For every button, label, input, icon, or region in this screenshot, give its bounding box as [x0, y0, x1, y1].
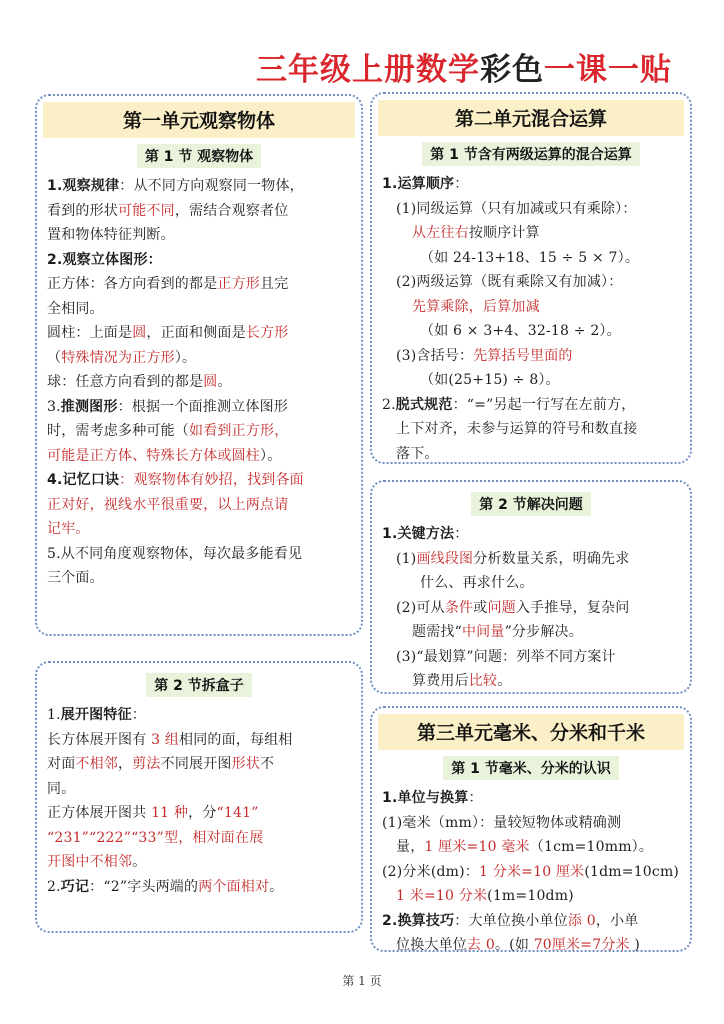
highlight-text: 问题 [487, 599, 516, 616]
body-text: (1)同级运算（只有加减或只有乘除）： [396, 200, 637, 217]
highlight-text: 记牢。 [47, 521, 90, 537]
card-body [47, 174, 351, 591]
text-line [382, 669, 680, 694]
body-text: (2)分米(dm)： [382, 863, 479, 880]
body-text: 入手推导，复杂问 [515, 599, 630, 616]
keyword-text: 1.单位与换算 [382, 790, 469, 806]
card-unit2-mixed-ops [370, 92, 692, 464]
text-line [382, 270, 680, 295]
body-text: ）。 [174, 349, 197, 366]
highlight-text: 条件 [444, 599, 474, 616]
page-title: 三年级上册数学彩色一课一贴 [256, 52, 672, 88]
highlight-text: 正方形 [217, 276, 261, 292]
text-line [47, 875, 351, 900]
body-text: 相同的面，每组相 [179, 731, 293, 748]
body-text: 1. [47, 707, 61, 723]
text-line [382, 884, 680, 909]
body-text: ： [454, 176, 469, 192]
body-text: (1dm=10cm) [584, 863, 680, 880]
highlight-text: 正对好，视线水平很重要，以上两点请 [47, 496, 289, 513]
text-line [382, 596, 680, 621]
text-line [382, 417, 680, 442]
body-text: (3)“最划算”问题：列举不同方案计 [396, 648, 616, 665]
body-text: ）。 [260, 447, 282, 464]
card-body [382, 172, 680, 466]
body-text: 什么、再求什么。 [420, 575, 534, 591]
highlight-text: 开图中不相邻 [47, 854, 133, 870]
text-line [47, 493, 351, 518]
body-text: 正方体：各方向看到的都是 [47, 276, 218, 292]
body-text: 看到的形状 [47, 202, 118, 219]
text-line [47, 444, 351, 469]
body-text: ：“=”另起一行写在左前方， [452, 396, 636, 413]
highlight-text: 1 厘米=10 毫米 [424, 839, 530, 855]
text-line [47, 272, 351, 297]
body-text: 置和物体特征判断。 [47, 227, 175, 243]
body-text: 对面 [47, 756, 76, 772]
highlight-text: 添 0 [567, 912, 596, 929]
text-line [382, 620, 680, 645]
page-number: 第 1 页 [342, 974, 382, 988]
body-text: ：“2”字头两端的 [89, 878, 199, 895]
body-text: （如 24-13+18、15 ÷ 5 × 7）。 [420, 249, 640, 266]
keyword-text: 巧记 [60, 878, 90, 895]
text-line [47, 826, 351, 851]
highlight-text: 3 组 [151, 731, 180, 748]
body-text: ，分 [188, 805, 217, 821]
text-line [47, 703, 351, 728]
text-line [47, 752, 351, 777]
text-line [47, 174, 351, 199]
body-text: 正方体展开图共 [47, 805, 152, 821]
highlight-text: 比较 [468, 673, 498, 689]
card-unit1-observe [35, 94, 363, 636]
text-line [47, 248, 351, 273]
body-text: ，需结合观察者位 [174, 202, 289, 219]
highlight-text: 画线段图 [416, 550, 474, 567]
unit-heading: 第三单元毫米、分米和千米 [378, 714, 684, 750]
text-line [47, 370, 351, 395]
text-line [47, 321, 351, 346]
body-text: 不 [260, 756, 275, 772]
body-text: 按顺序计算 [468, 225, 540, 241]
highlight-text: 可能不同 [118, 202, 175, 219]
body-text: ： [468, 790, 483, 806]
body-text: 上下对齐，未参与运算的符号和数直接 [396, 421, 638, 437]
body-text: ： [131, 707, 146, 723]
unit-heading: 第一单元观察物体 [43, 102, 355, 138]
body-text: ”分步解决。 [504, 624, 583, 640]
body-text: 长方体展开图有 [47, 731, 152, 748]
text-line [382, 909, 680, 934]
keyword-text: 推测图形 [60, 398, 118, 415]
highlight-text: 去 0 [467, 937, 495, 953]
section-heading: 第 1 节 观察物体 [137, 144, 261, 168]
card-solve-problems [370, 480, 692, 694]
highlight-text: 从左往右 [412, 225, 469, 241]
text-line [47, 395, 351, 420]
text-line [47, 223, 351, 248]
body-text: 量， [396, 839, 425, 855]
keyword-text: 2.观察立体图形： [47, 251, 162, 268]
text-line [47, 566, 351, 591]
body-text: ：大单位换小单位 [454, 912, 568, 929]
text-line [382, 319, 680, 344]
highlight-text: 中间量 [461, 624, 505, 640]
highlight-text: 两个面相对 [198, 878, 270, 895]
card-body [382, 522, 680, 694]
body-text: 5.从不同角度观察物体，每次最多能看见 [47, 545, 303, 562]
body-text: 题需找“ [412, 624, 462, 640]
highlight-text: 先算乘除，后算加减 [412, 298, 540, 315]
body-text: ) [629, 937, 641, 953]
text-line [47, 419, 351, 444]
section-heading: 第 2 节解决问题 [471, 492, 591, 516]
card-body [382, 786, 680, 958]
body-text: 时，需考虑多种可能（ [47, 423, 189, 439]
highlight-text: 可能是正方体、特殊长方体或圆柱 [47, 447, 260, 464]
body-text: 同。 [47, 780, 76, 797]
text-line [47, 517, 351, 542]
highlight-text: 不相邻 [75, 756, 119, 772]
section-heading: 第 1 节含有两级运算的混合运算 [422, 142, 640, 166]
text-line [382, 295, 680, 320]
body-text: ，正面和侧面是 [146, 325, 246, 341]
section-heading: 第 1 节毫米、分米的认识 [443, 756, 619, 780]
body-text: 。 [217, 374, 232, 390]
text-line [47, 850, 351, 875]
card-body [47, 703, 351, 899]
highlight-text: 形状 [231, 756, 261, 772]
text-line [382, 547, 680, 572]
body-text: ：从不同方向观察同一物体， [119, 178, 304, 194]
text-line [382, 344, 680, 369]
body-text: (1) [396, 550, 417, 567]
highlight-text: “231”“222”“33”型，相对面在展 [47, 829, 264, 846]
text-line [47, 728, 351, 753]
body-text: ， [118, 756, 133, 772]
highlight-text: 70厘米=7分米 [533, 937, 630, 953]
highlight-text: 1 分米=10 厘米 [479, 863, 585, 880]
text-line [382, 522, 680, 547]
body-text: 三个面。 [47, 570, 104, 586]
body-text: 或 [473, 599, 488, 616]
body-text: (1)毫米（mm）：量较短物体或精确测 [382, 814, 622, 831]
text-line [382, 933, 680, 958]
body-text: (2)两级运算（既有乘除又有加减）： [396, 274, 623, 290]
body-text: ，小单 [595, 912, 639, 929]
body-text: 位换大单位 [396, 937, 467, 953]
text-line [47, 801, 351, 826]
text-line [382, 571, 680, 596]
body-text: (2)可从 [396, 599, 445, 616]
highlight-text: 11 种 [151, 805, 189, 821]
body-text: (1m=10dm) [487, 888, 574, 904]
body-text: （如 6 × 3+4、32-18 ÷ 2）。 [420, 323, 621, 339]
text-line [382, 811, 680, 836]
text-line [382, 860, 680, 885]
keyword-text: 1.运算顺序 [382, 176, 455, 192]
body-text: 全相同。 [47, 300, 104, 317]
text-line [47, 777, 351, 802]
keyword-text: 4.记忆口诀 [47, 472, 120, 488]
body-text: 落下。 [396, 445, 439, 462]
body-text: 。 [269, 878, 284, 895]
keyword-text: 展开图特征 [60, 707, 132, 723]
highlight-text: 圆 [132, 325, 147, 341]
highlight-text: 剪法 [132, 756, 161, 772]
body-text: 算费用后 [412, 673, 469, 689]
text-line [382, 172, 680, 197]
text-line [382, 786, 680, 811]
text-line [382, 442, 680, 467]
text-line [382, 246, 680, 271]
body-text: 。 [497, 673, 512, 689]
body-text: 2. [382, 396, 396, 413]
text-line [382, 645, 680, 670]
body-text: （如(25+15) ÷ 8）。 [420, 372, 560, 388]
highlight-text: 长方形 [245, 325, 289, 341]
body-text: (3)含括号： [396, 347, 474, 364]
text-line [47, 542, 351, 567]
text-line [382, 368, 680, 393]
highlight-text: 特殊情况为正方形 [61, 349, 175, 366]
body-text: 球：任意方向看到的都是 [47, 374, 204, 390]
body-text: ：根据一个面推测立体图形 [117, 398, 288, 415]
body-text: （ [47, 349, 62, 366]
text-line [47, 468, 351, 493]
highlight-text: “141” [216, 805, 259, 821]
body-text: 。(如 [494, 937, 534, 953]
keyword-text: 2.换算技巧 [382, 912, 455, 929]
body-text: 且完 [260, 276, 289, 292]
body-text: 。 [132, 854, 147, 870]
text-line [382, 393, 680, 418]
keyword-text: 脱式规范 [395, 396, 453, 413]
card-unit3-length [370, 706, 692, 952]
section-heading: 第 2 节拆盒子 [146, 673, 252, 697]
highlight-text: 1 米=10 分米 [396, 888, 488, 904]
body-text: 3. [47, 398, 61, 415]
body-text: （1cm=10mm）。 [529, 839, 654, 855]
highlight-text: 如看到正方形， [189, 423, 289, 439]
text-line [382, 835, 680, 860]
text-line [47, 297, 351, 322]
keyword-text: 1.观察规律 [47, 178, 120, 194]
text-line [47, 346, 351, 371]
body-text: ： [454, 526, 469, 542]
keyword-text: 1.关键方法 [382, 526, 455, 542]
unit-heading: 第二单元混合运算 [378, 100, 684, 136]
highlight-text: 先算括号里面的 [473, 347, 573, 364]
text-line [382, 197, 680, 222]
highlight-text: ：观察物体有妙招，找到各面 [119, 472, 304, 488]
text-line [382, 221, 680, 246]
highlight-text: 圆 [203, 374, 218, 390]
body-text: 不同展开图 [160, 756, 232, 772]
card-unfold-box [35, 661, 363, 933]
text-line [47, 199, 351, 224]
body-text: 分析数量关系，明确先求 [473, 550, 630, 567]
body-text: 2. [47, 878, 61, 895]
body-text: 圆柱：上面是 [47, 325, 133, 341]
